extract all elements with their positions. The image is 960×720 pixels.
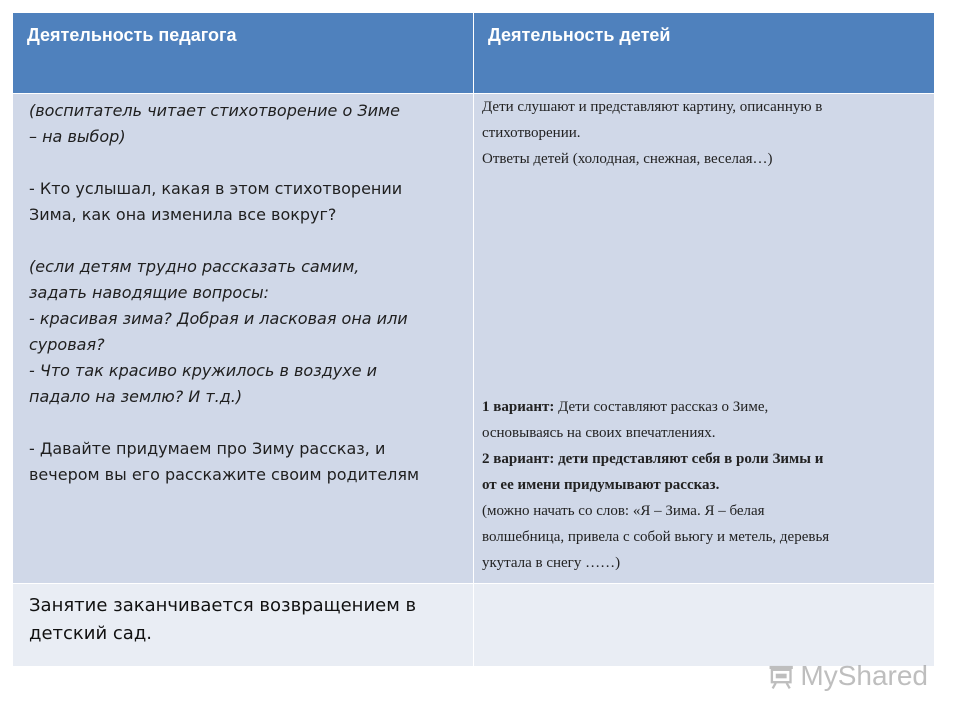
text-line: вечером вы его расскажите своим родителям <box>29 465 420 484</box>
watermark <box>768 656 928 696</box>
children-activity-cell <box>474 94 935 584</box>
variant-1-text: Дети составляют рассказ о Зиме, <box>554 399 769 415</box>
text-line <box>482 472 924 498</box>
text-line: волшебница, привела с собой вьюгу и метель, деревья <box>482 529 830 545</box>
watermark-text: MyShared <box>800 660 928 691</box>
text-line: Зима, как она изменила все вокруг? <box>29 205 337 224</box>
text-line: основываясь на своих впечатлениях. <box>482 425 716 441</box>
text-line: Занятие заканчивается возвращением в <box>29 595 417 616</box>
teacher-activity-cell <box>13 94 474 584</box>
conclusion-cell <box>13 584 474 667</box>
table-row <box>13 94 935 584</box>
text-line: укутала в снегу ……) <box>482 555 621 571</box>
variants-block <box>482 394 924 576</box>
text-line: - красивая зима? Добрая и ласковая она или <box>29 309 408 328</box>
text-line: задать наводящие вопросы: <box>29 283 270 302</box>
header-teacher: Деятельность педагога <box>13 13 474 94</box>
text-line: - Кто услышал, какая в этом стихотворении <box>29 179 403 198</box>
table-row <box>13 584 935 667</box>
table-header-row <box>13 13 935 94</box>
text-line: падало на землю? И т.д.) <box>29 387 243 406</box>
variant-1-label: 1 вариант: <box>482 399 555 415</box>
text-line: – на выбор) <box>29 127 126 146</box>
text-line: Ответы детей (холодная, снежная, веселая…) <box>482 151 773 167</box>
text-line <box>482 394 924 420</box>
text-line: (воспитатель читает стихотворение о Зиме <box>29 101 400 120</box>
text-line: суровая? <box>29 335 105 354</box>
text-line: - Давайте придумаем про Зиму рассказ, и <box>29 439 386 458</box>
text-line: - Что так красиво кружилось в воздухе и <box>29 361 378 380</box>
lesson-table <box>12 12 935 667</box>
text-line: Дети слушают и представляют картину, описанную в <box>482 99 823 115</box>
text-line <box>482 446 924 472</box>
variant-2-text: от ее имени придумывают рассказ. <box>482 477 720 493</box>
presentation-board-icon <box>768 659 794 693</box>
text-line: (можно начать со слов: «Я – Зима. Я – белая <box>482 503 765 519</box>
header-children: Деятельность детей <box>474 13 935 94</box>
text-line: (если детям трудно рассказать самим, <box>29 257 360 276</box>
variant-2-text: 2 вариант: дети представляют себя в роли Зимы и <box>482 451 824 467</box>
text-line: стихотворении. <box>482 125 581 141</box>
text-line: детский сад. <box>29 623 152 644</box>
empty-cell <box>474 584 935 667</box>
